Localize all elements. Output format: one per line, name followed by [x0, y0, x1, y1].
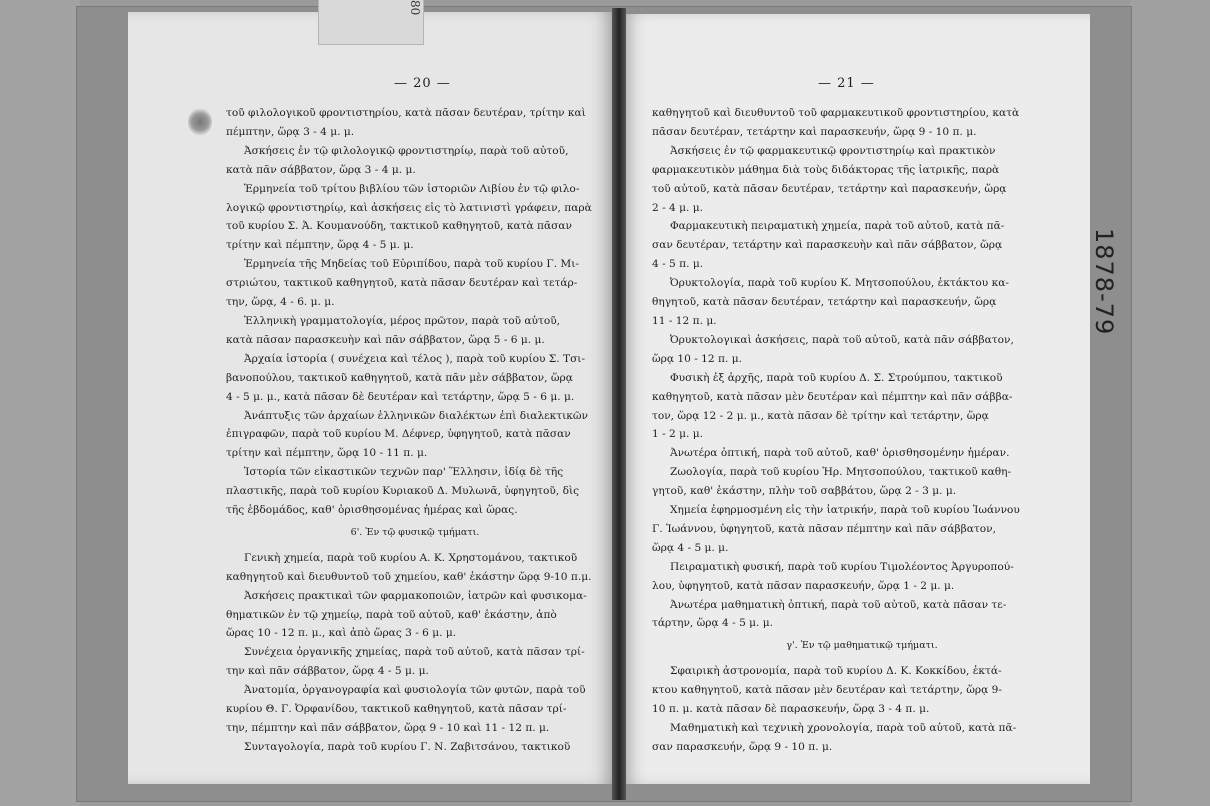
right-page-number: — 21 —	[818, 76, 875, 91]
text-line: σαν δευτέραν, τετάρτην καὶ παρασκευὴν καὶ πᾶν σάββατον, ὥρᾳ	[652, 239, 1003, 252]
text-line: φαρμακευτικὸν μάθημα διὰ τοὺς διδάκτορας τῆς ἰατρικῆς, παρὰ	[652, 163, 1000, 176]
text-line: 1 - 2 μ. μ.	[652, 428, 704, 441]
text-line: τοῦ κυρίου Σ. Ἀ. Κουμανούδη, τακτικοῦ καθηγητοῦ, κατὰ πᾶσαν	[226, 220, 572, 233]
text-line: Ἀσκήσεις ἐν τῷ φιλολογικῷ φροντιστηρίῳ, παρὰ τοῦ αὐτοῦ,	[244, 144, 569, 157]
right-page-text	[652, 104, 1072, 757]
text-line: τοῦ αὐτοῦ, κατὰ πᾶσαν δευτέραν, τετάρτην καὶ παρασκευήν, ὥρᾳ	[652, 182, 1007, 195]
text-line: Ζωολογία, παρὰ τοῦ κυρίου Ἡρ. Μητσοπούλου, τακτικοῦ καθη-	[670, 466, 1012, 479]
text-line: ὥρας 10 - 12 π. μ., καὶ ἀπὸ ὥρας 3 - 6 μ. μ.	[226, 627, 457, 640]
text-line: την, ὥρᾳ, 4 - 6. μ. μ.	[226, 296, 335, 309]
text-line: τάρτην, ὥρᾳ 4 - 5 μ. μ.	[652, 617, 774, 630]
text-line: Ἀνωτέρα μαθηματικὴ ὀπτική, παρὰ τοῦ αὐτοῦ, κατὰ πᾶσαν τε-	[670, 598, 1007, 611]
text-line: Μαθηματικὴ καὶ τεχνικὴ χρονολογία, παρὰ τοῦ αὐτοῦ, κατὰ πᾶ-	[670, 722, 1017, 734]
text-line: πᾶσαν δευτέραν, τετάρτην καὶ παρασκευήν, ὥρᾳ 9 - 10 π. μ.	[652, 125, 977, 138]
text-line: Ἀνατομία, ὀργανογραφία καὶ φυσιολογία τῶν φυτῶν, παρὰ τοῦ	[244, 684, 586, 697]
text-line: την καὶ πᾶν σάββατον, ὥρᾳ 4 - 5 μ. μ.	[226, 665, 429, 678]
text-line: ἐπιγραφῶν, παρὰ τοῦ κυρίου Μ. Δέφνερ, ὑφηγητοῦ, κατὰ πᾶσαν	[226, 428, 571, 441]
text-line: Ἑλληνικὴ γραμματολογία, μέρος πρῶτον, παρὰ τοῦ αὐτοῦ,	[244, 314, 561, 327]
text-line: κατὰ πᾶσαν παρασκευὴν καὶ πᾶν σάββατον, ὥρᾳ 5 - 6 μ. μ.	[226, 333, 545, 346]
text-line: θηματικῶν ἐν τῷ χημείῳ, παρὰ τοῦ αὐτοῦ, καθ' ἑκάστην, ἀπὸ	[226, 608, 557, 621]
text-line: καθηγητοῦ καὶ διευθυντοῦ τοῦ φαρμακευτικοῦ φροντιστηρίου, κατὰ	[652, 107, 1020, 119]
text-line: 2 - 4 μ. μ.	[652, 201, 704, 214]
text-line: σαν παρασκευήν, ὥρᾳ 9 - 10 π. μ.	[652, 740, 833, 753]
text-line: γητοῦ, καθ' ἑκάστην, πλὴν τοῦ σαββάτου, ὥρᾳ 2 - 3 μ. μ.	[652, 485, 957, 498]
text-line: Ἀνάπτυξις τῶν ἀρχαίων ἑλληνικῶν διαλέκτων ἐπὶ διαλεκτικῶν	[244, 409, 588, 422]
margin-note-text: 1878-79	[1090, 228, 1118, 336]
text-line: τρίτην καὶ πέμπτην, ὥρᾳ 4 - 5 μ. μ.	[226, 239, 414, 252]
text-line: Γ. Ἰωάννου, ὑφηγητοῦ, κατὰ πᾶσαν πέμπτην καὶ πᾶν σάββατον,	[652, 522, 996, 535]
text-line: Ἱστορία τῶν εἰκαστικῶν τεχνῶν παρ' Ἕλλησιν, ἰδίᾳ δὲ τῆς	[244, 466, 564, 479]
background-left	[0, 0, 80, 806]
text-line: 4 - 5 μ. μ., κατὰ πᾶσαν δὲ δευτέραν καὶ τετάρτην, ὥρᾳ 5 - 6 μ. μ.	[226, 390, 575, 403]
text-line: την, πέμπτην καὶ πᾶν σάββατον, ὥρᾳ 9 - 10 καὶ 11 - 12 π. μ.	[226, 722, 550, 734]
text-line: θηγητοῦ, κατὰ πᾶσαν δευτέραν, τετάρτην καὶ παρασκευήν, ὥρᾳ	[652, 296, 997, 309]
text-line: Ἀσκήσεις ἐν τῷ φαρμακευτικῷ φροντιστηρίῳ καὶ πρακτικὸν	[670, 144, 996, 157]
text-line: Φυσικὴ ἐξ ἀρχῆς, παρὰ τοῦ κυρίου Δ. Σ. Στρούμπου, τακτικοῦ	[670, 371, 1003, 384]
bookmark-label: 80	[408, 0, 422, 16]
text-line: Ἑρμηνεία τοῦ τρίτου βιβλίου τῶν ἱστοριῶν Λιβίου ἐν τῷ φιλο-	[244, 182, 580, 195]
text-line: Ἀσκήσεις πρακτικαὶ τῶν φαρμακοποιῶν, ἰατρῶν καὶ φυσικομα-	[244, 589, 587, 602]
text-line: Χημεία ἐφηρμοσμένη εἰς τὴν ἰατρικήν, παρὰ τοῦ κυρίου Ἰωάννου	[670, 504, 1020, 517]
text-line: κυρίου Θ. Γ. Ὀρφανίδου, τακτικοῦ καθηγητοῦ, κατὰ πᾶσαν τρί-	[226, 703, 567, 716]
text-line: καθηγητοῦ καὶ διευθυντοῦ τοῦ χημείου, καθ' ἑκάστην ὥρᾳ 9-10 π.μ.	[226, 570, 592, 583]
text-line: στριώτου, τακτικοῦ καθηγητοῦ, κατὰ πᾶσαν δευτέραν καὶ τετάρ-	[226, 277, 578, 290]
section-heading: γ'. Ἐν τῷ μαθηματικῷ τμήματι.	[786, 640, 938, 652]
text-line: βανοπούλου, τακτικοῦ καθηγητοῦ, κατὰ πᾶν μὲν σάββατον, ὥρᾳ	[226, 371, 573, 384]
text-line: Φαρμακευτικὴ πειραματικὴ χημεία, παρὰ τοῦ αὐτοῦ, κατὰ πᾶ-	[670, 220, 1005, 233]
text-line: καθηγητοῦ, κατὰ πᾶσαν μὲν δευτέραν καὶ πέμπτην καὶ πᾶν σάββα-	[652, 390, 1013, 403]
text-line: 10 π. μ. κατὰ πᾶσαν δὲ παρασκευήν, ὥρᾳ 3 - 4 π. μ.	[652, 703, 930, 716]
text-line: Σφαιρικὴ ἀστρονομία, παρὰ τοῦ κυρίου Δ. Κ. Κοκκίδου, ἐκτά-	[670, 665, 1002, 678]
text-line: 11 - 12 π. μ.	[652, 314, 717, 327]
text-line: τοῦ φιλολογικοῦ φροντιστηρίου, κατὰ πᾶσαν δευτέραν, τρίτην καὶ	[226, 107, 586, 119]
text-line: Συνέχεια ὀργανικῆς χημείας, παρὰ τοῦ αὐτοῦ, κατὰ πᾶσαν τρί-	[244, 646, 585, 659]
text-line: τῆς ἑβδομάδος, καθ' ὁρισθησομένας ἡμέρας καὶ ὥρας.	[226, 504, 518, 517]
left-page-number: — 20 —	[394, 76, 451, 91]
right-page	[622, 14, 1090, 784]
text-line: Ἀνωτέρα ὀπτική, παρὰ τοῦ αὐτοῦ, καθ' ὁρισθησομένην ἡμέραν.	[670, 447, 1010, 460]
text-line: Συνταγολογία, παρὰ τοῦ κυρίου Γ. Ν. Ζαβιτσάνου, τακτικοῦ	[244, 740, 571, 753]
margin-note	[1092, 222, 1128, 362]
text-line: τον, ὥρᾳ 12 - 2 μ. μ., κατὰ πᾶσαν δὲ τρίτην καὶ τετάρτην, ὥρᾳ	[652, 409, 989, 422]
book-gutter	[612, 8, 626, 800]
text-line: Ἑρμηνεία τῆς Μηδείας τοῦ Εὐριπίδου, παρὰ τοῦ κυρίου Γ. Μι-	[244, 258, 580, 271]
text-line: κατὰ πᾶν σάββατον, ὥρᾳ 3 - 4 μ. μ.	[226, 163, 416, 176]
text-line: Ἀρχαία ἱστορία ( συνέχεια καὶ τέλος ), παρὰ τοῦ κυρίου Σ. Τσι-	[244, 352, 586, 365]
text-line: 4 - 5 π. μ.	[652, 258, 704, 271]
text-line: πλαστικῆς, παρὰ τοῦ κυρίου Κυριακοῦ Δ. Μυλωνᾶ, ὑφηγητοῦ, δὶς	[226, 485, 580, 498]
text-line: Ὀρυκτολογικαὶ ἀσκήσεις, παρὰ τοῦ αὐτοῦ, κατὰ πᾶν σάββατον,	[670, 333, 1014, 346]
section-heading: 6'. Ἐν τῷ φυσικῷ τμήματι.	[350, 526, 480, 538]
ink-stain	[188, 108, 212, 136]
text-line: Γενικὴ χημεία, παρὰ τοῦ κυρίου Α. Κ. Χρηστομάνου, τακτικοῦ	[244, 551, 578, 564]
text-line: πέμπτην, ὥρᾳ 3 - 4 μ. μ.	[226, 125, 355, 138]
left-page-text	[226, 104, 604, 757]
text-line: κτου καθηγητοῦ, κατὰ πᾶσαν μὲν δευτέραν καὶ τετάρτην, ὥρᾳ 9-	[652, 684, 1002, 697]
text-line: ὥρᾳ 10 - 12 π. μ.	[652, 352, 742, 365]
background-right	[1130, 0, 1210, 806]
text-line: Πειραματικὴ φυσική, παρὰ τοῦ κυρίου Τιμολέοντος Ἀργυροπού-	[670, 560, 1014, 573]
text-line: λογικῷ φροντιστηρίῳ, καὶ ἀσκήσεις εἰς τὸ λατινιστὶ γράφειν, παρὰ	[226, 201, 592, 214]
text-line: τρίτην καὶ πέμπτην, ὥρᾳ 10 - 11 π. μ.	[226, 447, 428, 460]
text-line: Ὀρυκτολογία, παρὰ τοῦ κυρίου Κ. Μητσοπούλου, ἐκτάκτου κα-	[670, 277, 1009, 290]
text-line: λου, ὑφηγητοῦ, κατὰ πᾶσαν παρασκευήν, ὥρᾳ 1 - 2 μ. μ.	[652, 579, 955, 592]
text-line: ὥρᾳ 4 - 5 μ. μ.	[652, 541, 729, 554]
